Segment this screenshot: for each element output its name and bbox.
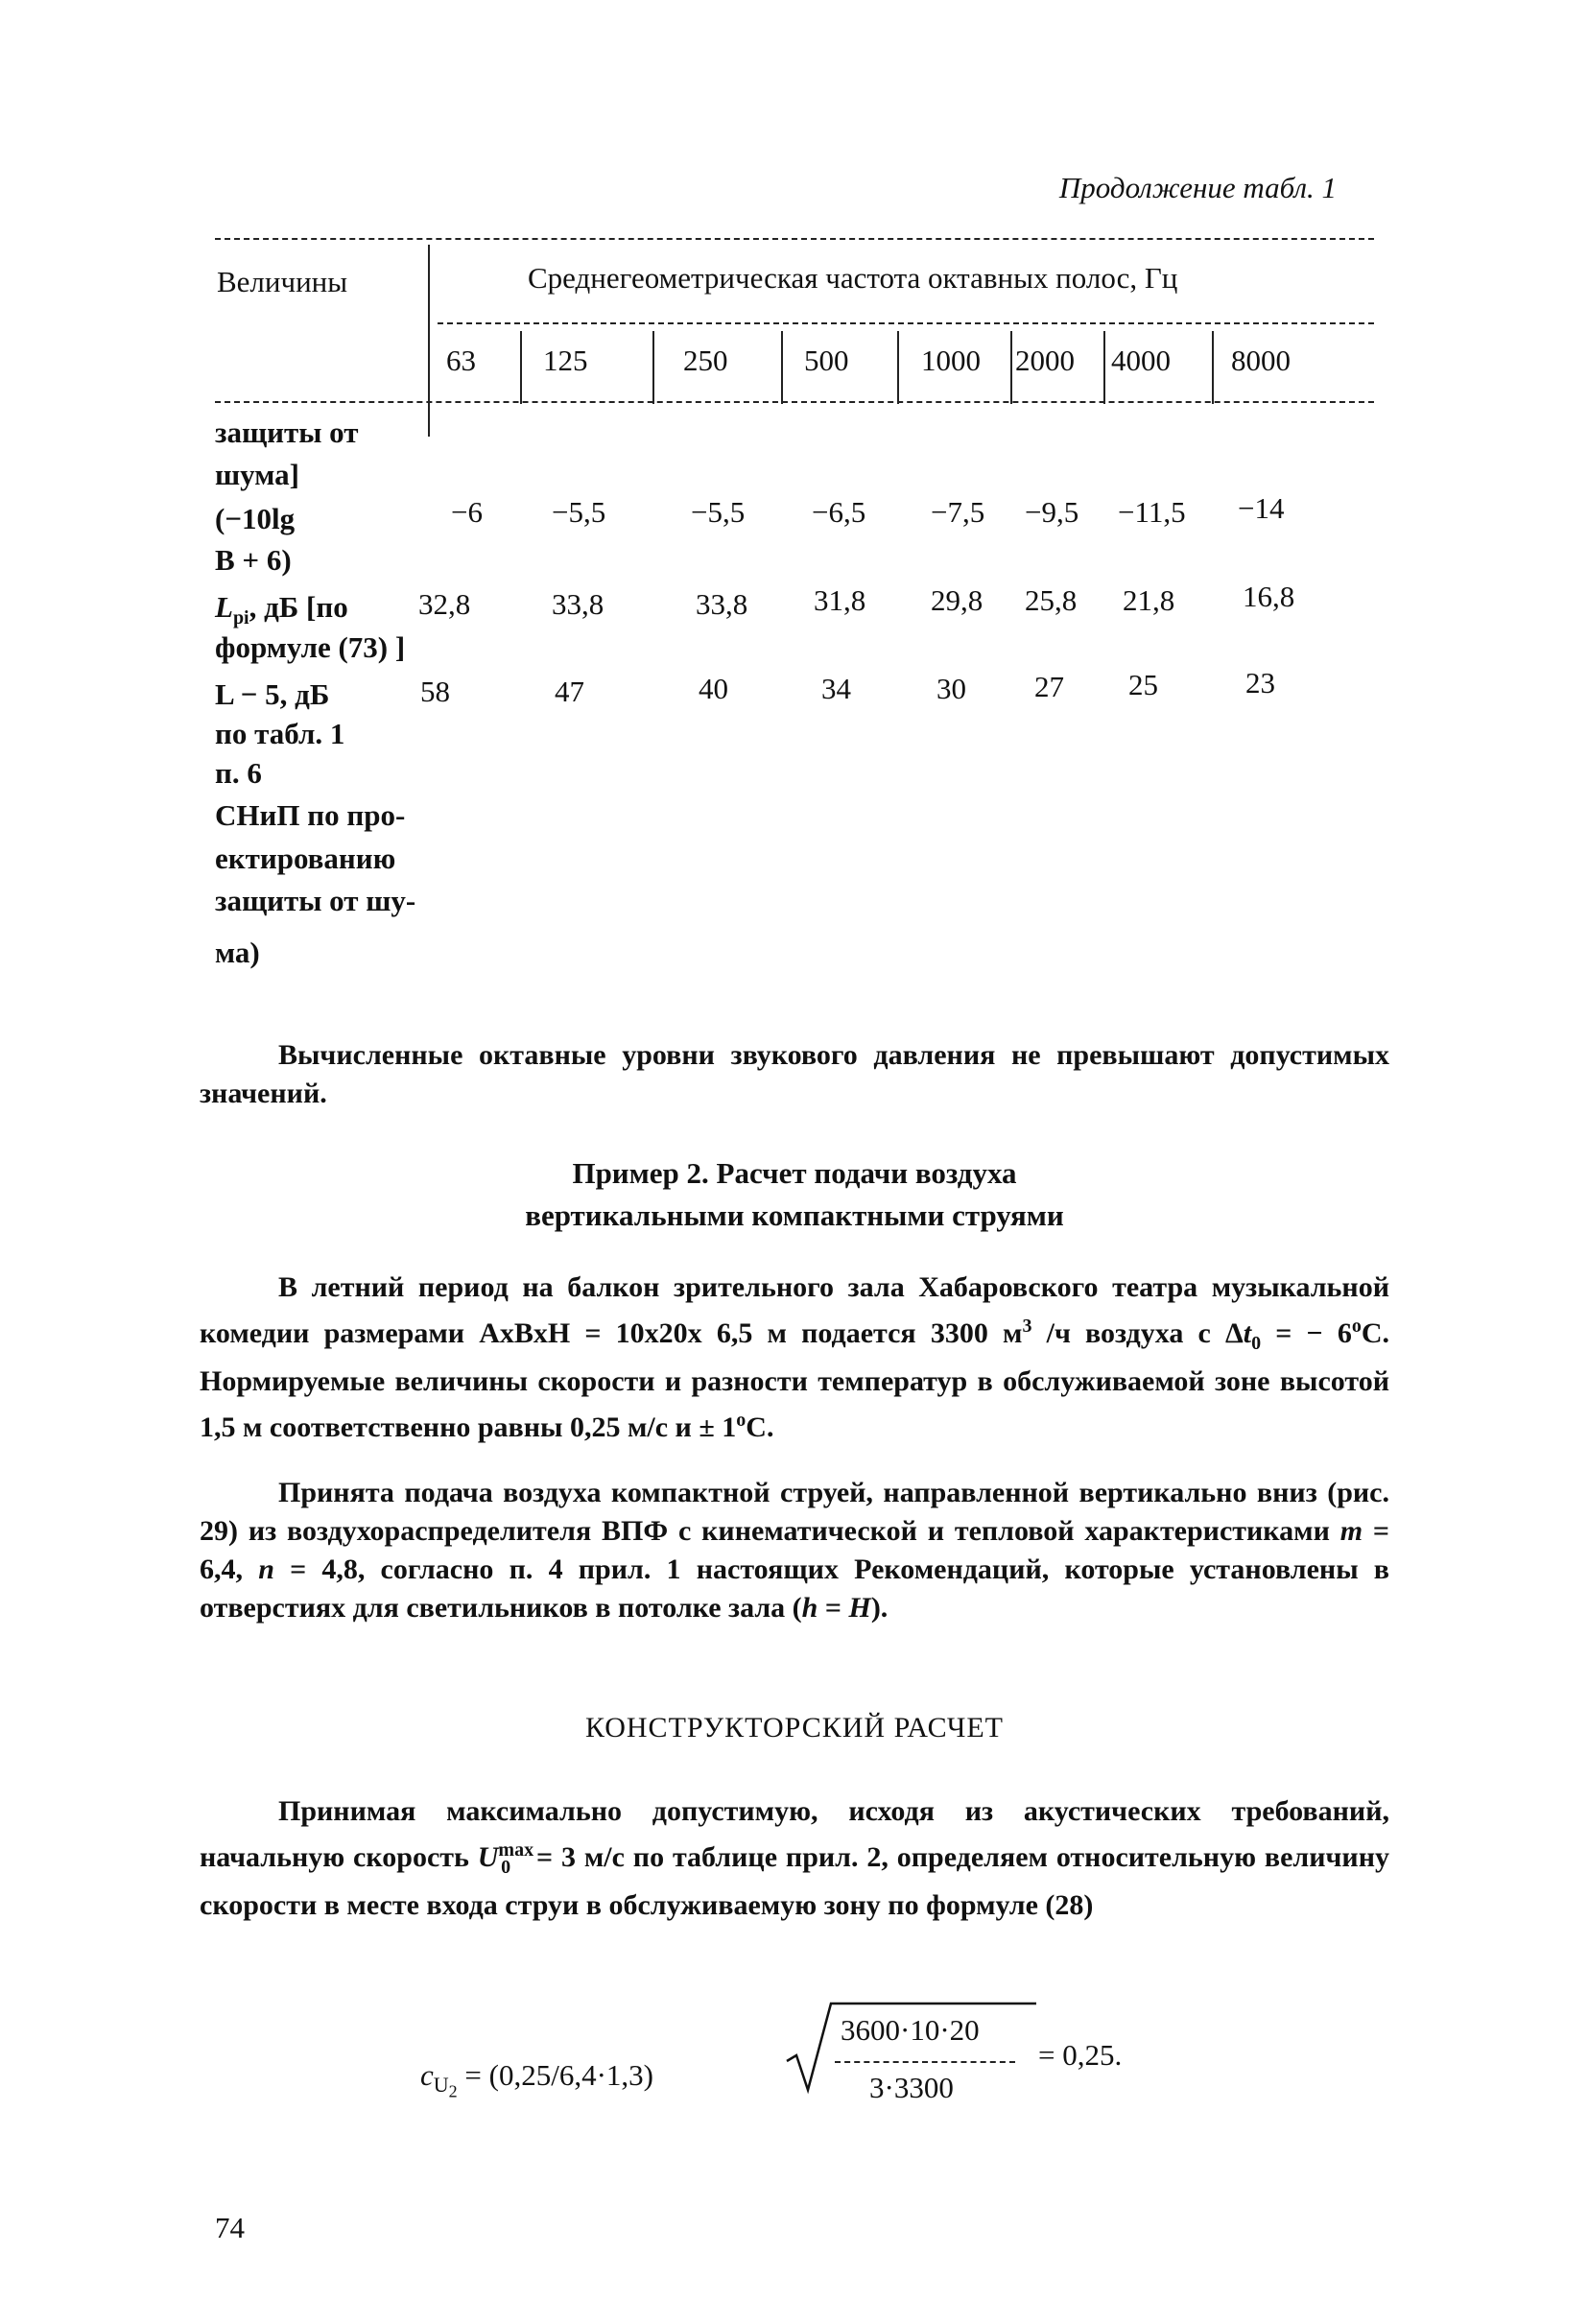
cell-r1: −6 <box>451 495 483 529</box>
cell-r2: 31,8 <box>814 583 866 617</box>
cell-r3: 34 <box>821 672 851 705</box>
cell-r1: −14 <box>1238 491 1285 525</box>
row-label-line: (−10lg <box>215 502 296 535</box>
row-label-line: B + 6) <box>215 543 292 577</box>
col-divider <box>1103 331 1105 404</box>
cell-r1: −6,5 <box>812 495 866 529</box>
p2-italic-h: h <box>801 1592 818 1624</box>
p1-text: = − 6 <box>1261 1317 1352 1349</box>
cell-r2: 21,8 <box>1123 583 1175 617</box>
formula-numerator: 3600·10·20 <box>841 2013 980 2047</box>
paragraph-2 <box>200 1474 1389 1627</box>
freq-2000: 2000 <box>1015 344 1075 377</box>
row-label-line: защиты от <box>215 415 359 449</box>
row-label-line: СНиП по про- <box>215 798 406 832</box>
p2-text: = <box>818 1592 849 1624</box>
p1-text: С. <box>746 1411 774 1443</box>
cell-r1: −7,5 <box>931 495 985 529</box>
paragraph-3 <box>200 1792 1389 1925</box>
p1-text: x <box>499 1317 514 1349</box>
p3-superscript: max <box>498 1839 534 1861</box>
freq-125: 125 <box>543 344 588 377</box>
cell-r3: 25 <box>1128 668 1158 701</box>
cell-r2: 16,8 <box>1243 580 1295 613</box>
cell-r3: 47 <box>555 675 584 708</box>
p2-text: ). <box>870 1592 889 1624</box>
col-divider <box>897 331 899 404</box>
freq-header: Среднегеометрическая частота октавных полос, Гц <box>528 261 1178 295</box>
formula-sub-2: 2 <box>448 2081 458 2101</box>
page-number: 74 <box>215 2211 245 2244</box>
row-label-line: защиты от шу- <box>215 884 416 917</box>
cell-r2: 33,8 <box>696 587 748 621</box>
paragraph-intro: Вычисленные октавные уровни звукового давления не превышают допустимых значений. <box>200 1039 1389 1109</box>
p1-text: С. Нормируемые величины скорости и разности температур в обслуживаемой зоне высотой 1,5 м соответственно равны 0,25 м/с и ± 1 <box>200 1317 1389 1443</box>
p1-text: В <box>513 1317 533 1349</box>
row-label-line: L − 5, дБ <box>215 677 330 711</box>
p3-subscript: 0 <box>501 1857 511 1878</box>
cell-r1: −11,5 <box>1118 495 1186 529</box>
row-label-line: ектированию <box>215 842 396 875</box>
p2-text: = 4,8, согласно п. 4 прил. 1 настоящих Рекомендаций, которые установлены в отверстиях для светильников в потолке зала ( <box>200 1553 1390 1624</box>
p3-italic-u: U <box>477 1841 499 1873</box>
table-header-bottom-rule <box>215 401 1374 403</box>
col-divider <box>1010 331 1012 404</box>
p3-text: = 3 м/с по таблице прил. 2, определяем относительную величину скорости в месте входа струи в обслуживаемую зону по формуле (28) <box>200 1841 1390 1921</box>
section-heading: КОНСТРУКТОРСКИЙ РАСЧЕТ <box>584 1712 1005 1743</box>
col-label-header: Величины <box>217 265 348 298</box>
cell-r3: 58 <box>420 675 450 708</box>
formula-mid: = (0,25/6,4·1,3) <box>457 2058 653 2092</box>
p1-text: 20 <box>658 1317 688 1349</box>
p1-degree: о <box>736 1410 747 1431</box>
p2-text: = 6,4, <box>200 1515 1389 1585</box>
formula-denominator: 3·3300 <box>869 2071 954 2104</box>
p1-italic-t: t <box>1243 1317 1252 1349</box>
cell-r1: −5,5 <box>552 495 606 529</box>
formula-c: c <box>420 2058 434 2092</box>
example-title-line1: Пример 2. Расчет подачи воздуха <box>572 1156 1017 1190</box>
cell-r3: 40 <box>699 672 728 705</box>
col-divider <box>1212 331 1214 404</box>
cell-r2: 25,8 <box>1025 583 1078 617</box>
formula-sub <box>433 2073 458 2101</box>
table-label-column-rule <box>428 245 430 437</box>
row-label-line: по табл. 1 <box>215 717 345 750</box>
col-divider <box>652 331 654 404</box>
freq-8000: 8000 <box>1231 344 1291 377</box>
cell-r2: 33,8 <box>552 587 604 621</box>
paragraph-1 <box>200 1269 1389 1447</box>
p1-text: /ч воздуха с Δ <box>1031 1317 1244 1349</box>
freq-header-rule <box>438 322 1374 324</box>
freq-500: 500 <box>804 344 849 377</box>
freq-250: 250 <box>683 344 728 377</box>
p2-italic-n: n <box>258 1553 274 1585</box>
p1-degree: о <box>1351 1316 1362 1337</box>
row-label-l: L <box>215 590 233 624</box>
formula-result: = 0,25. <box>1038 2038 1123 2072</box>
row-label-line: п. 6 <box>215 756 262 790</box>
cell-r2: 32,8 <box>418 587 471 621</box>
cell-r1: −9,5 <box>1025 495 1079 529</box>
cell-r2: 29,8 <box>931 583 984 617</box>
p1-superscript: 3 <box>1022 1316 1032 1337</box>
col-divider <box>520 331 522 404</box>
p1-subscript: 0 <box>1251 1333 1262 1354</box>
continuation-label: Продолжение табл. 1 <box>1058 171 1337 204</box>
fraction-bar <box>835 2061 1015 2063</box>
p2-italic-m: m <box>1339 1515 1363 1547</box>
p3-text: Принимая максимально допустимую, исходя из акустических требований, начальную скорость <box>200 1795 1389 1873</box>
cell-r3: 27 <box>1034 670 1064 703</box>
p1-text: x <box>644 1317 659 1349</box>
p1-text: В летний период на балкон зрительного зала Хабаровского театра музыкальной комедии размерами А <box>200 1271 1389 1349</box>
row-label-line: шума] <box>215 458 299 491</box>
p1-text: Н = 10 <box>547 1317 645 1349</box>
row-label-line: формуле (73) ] <box>215 630 406 664</box>
freq-63: 63 <box>446 344 476 377</box>
p2-text: Принята подача воздуха компактной струей, направленной вертикально вниз (рис. 29) из воздухораспределителя ВПФ с кинематической и тепловой характеристиками <box>200 1477 1389 1547</box>
cell-r1: −5,5 <box>691 495 746 529</box>
cell-r3: 30 <box>936 672 966 705</box>
row-label-sub: pi <box>232 607 249 629</box>
formula-lhs <box>420 2058 653 2102</box>
cell-r3: 23 <box>1245 666 1275 700</box>
p1-text: x <box>533 1317 548 1349</box>
row-label-line: ма) <box>215 936 260 969</box>
col-divider <box>781 331 783 404</box>
formula-sub-u: U <box>433 2073 449 2098</box>
example-title-line2: вертикальными компактными струями <box>525 1198 1064 1232</box>
p1-text: x <box>687 1317 702 1349</box>
freq-4000: 4000 <box>1111 344 1171 377</box>
p2-italic-H: H <box>848 1592 871 1624</box>
p1-text: 6,5 м подается 3300 м <box>701 1317 1023 1349</box>
row-label-unit: , дБ [по <box>249 590 348 624</box>
freq-1000: 1000 <box>921 344 981 377</box>
table-top-rule <box>215 238 1374 240</box>
